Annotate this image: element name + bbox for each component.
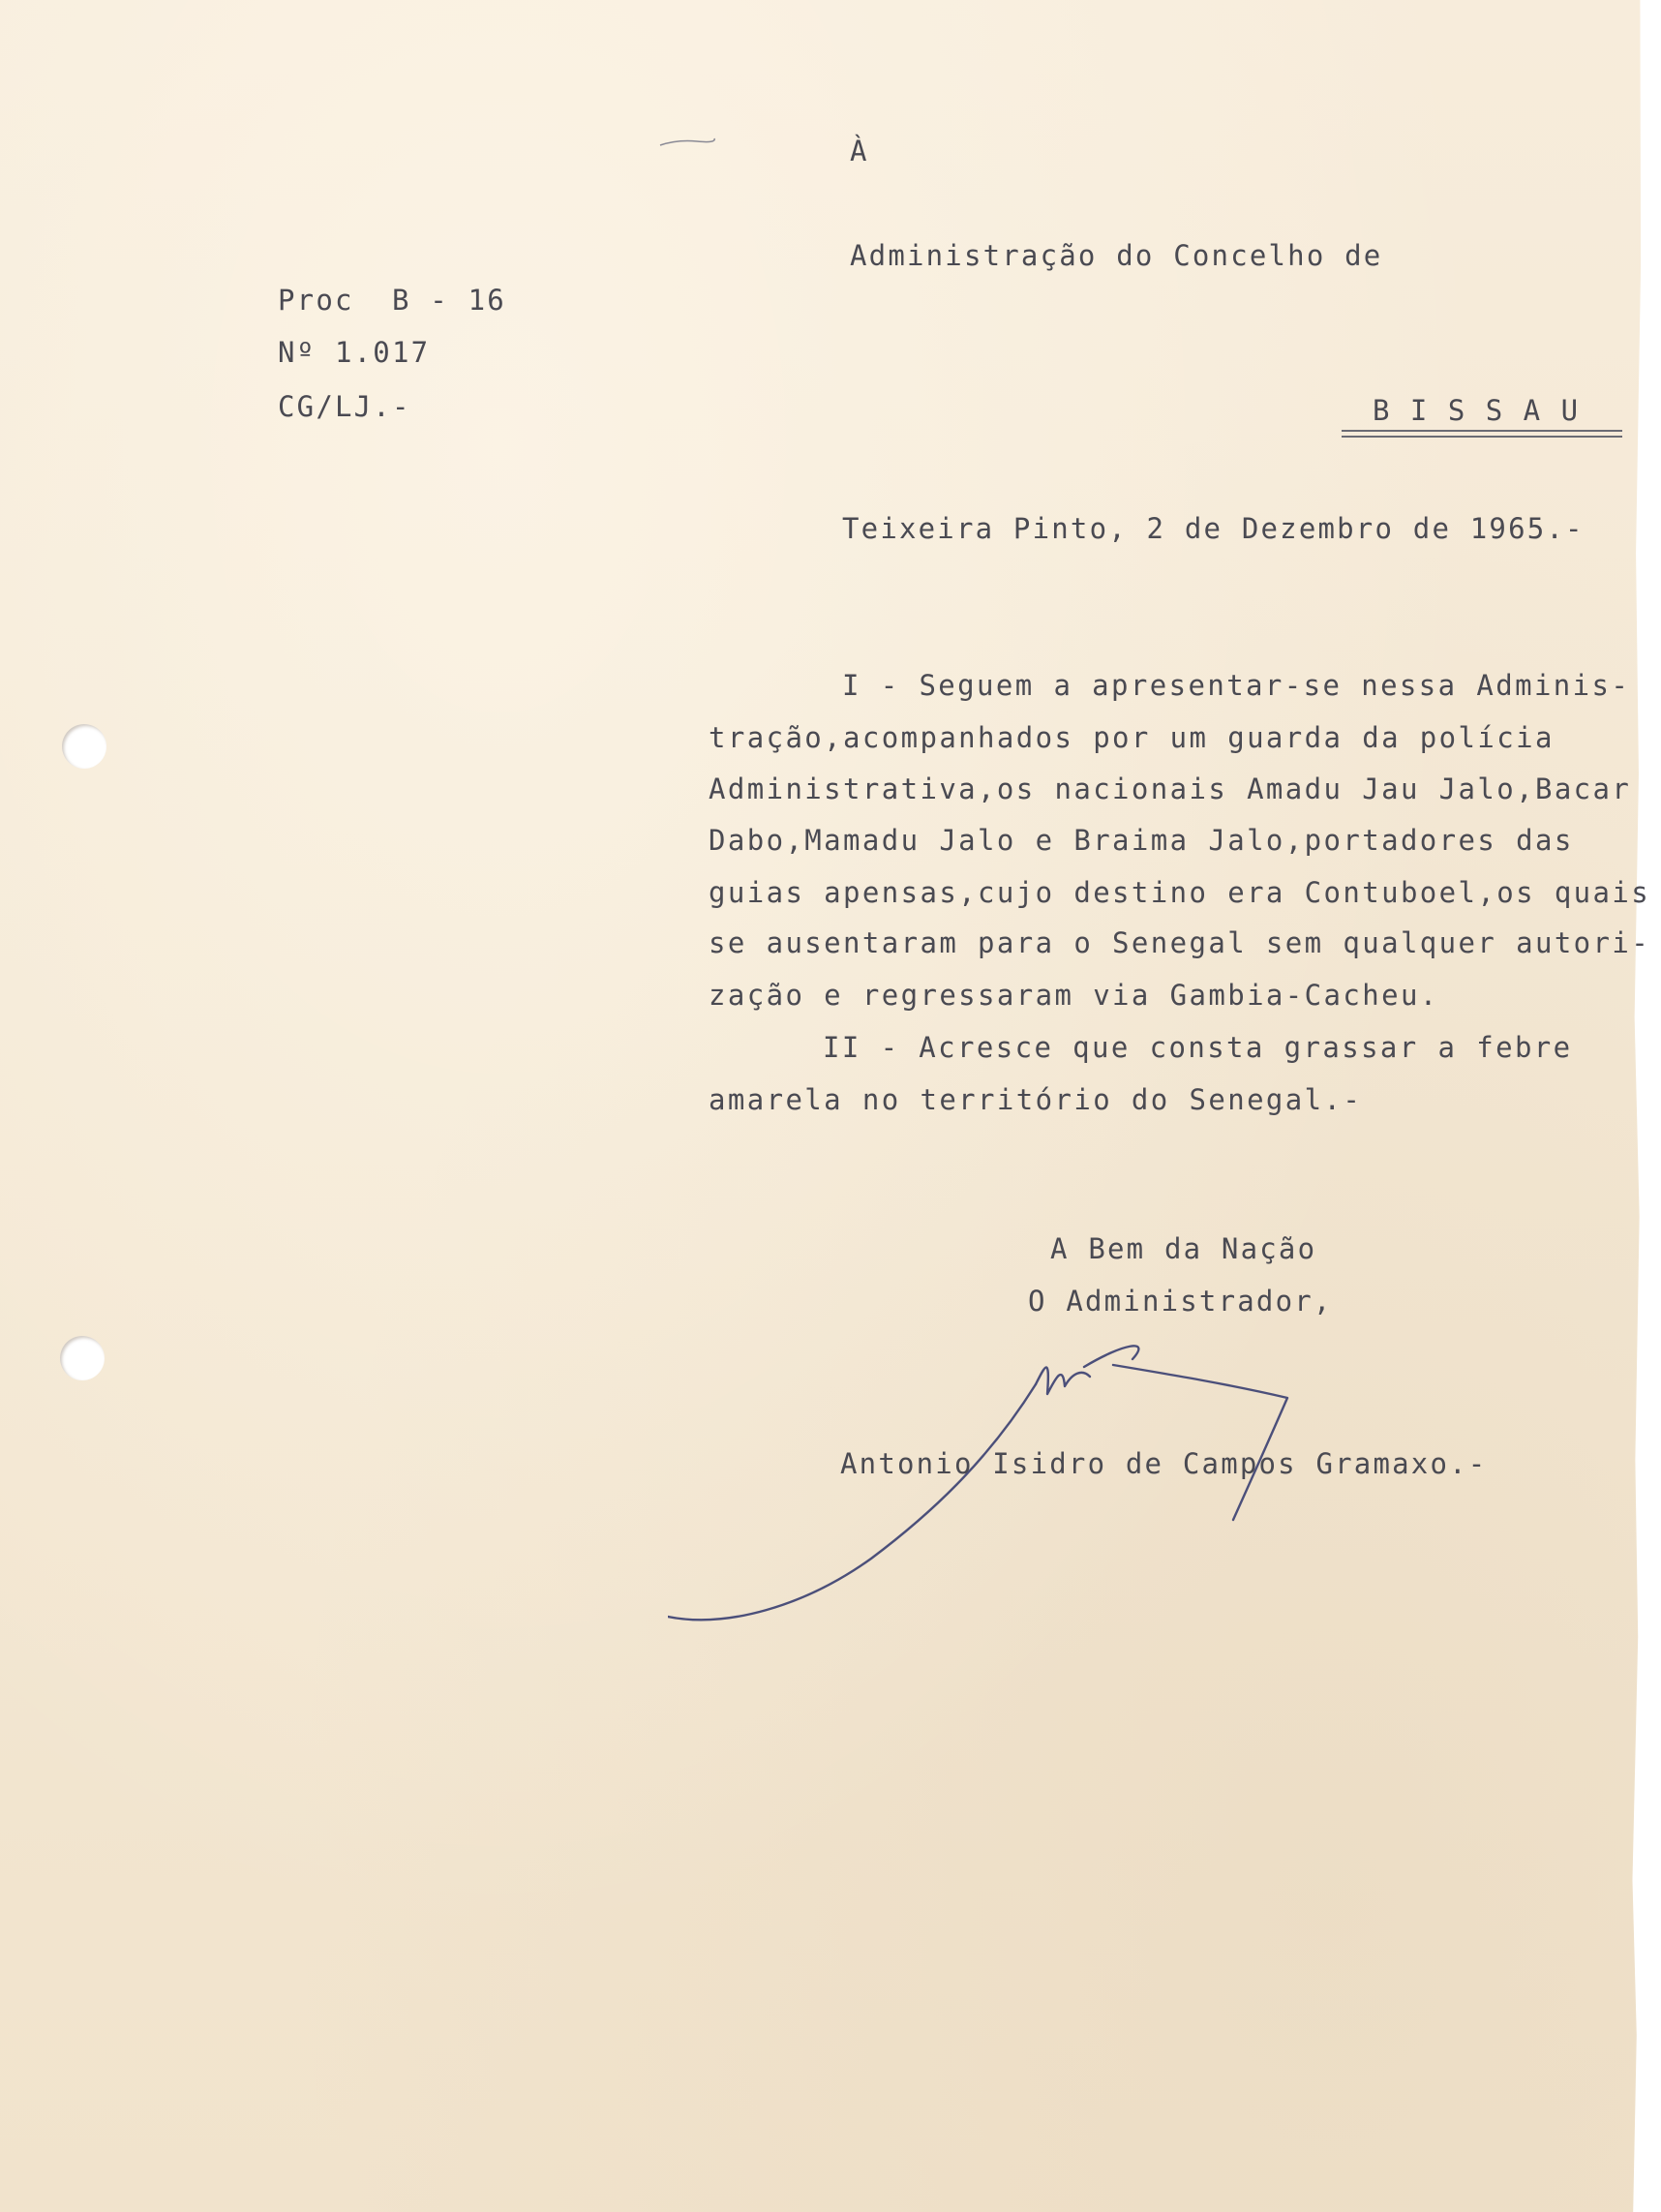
place-date: Teixeira Pinto, 2 de Dezembro de 1965.-	[842, 512, 1585, 545]
destination-underline-2	[1342, 436, 1622, 438]
destination-underline-1	[1342, 430, 1622, 432]
paragraph-line-8: II - Acresce que consta grassar a febre	[823, 1031, 1573, 1064]
paragraph-line-1: I - Seguem a apresentar-se nessa Adminis-	[842, 669, 1631, 702]
paragraph-line-3: Administrativa,os nacionais Amadu Jau Jalo,Bacar	[709, 773, 1632, 805]
paragraph-line-6: se ausentaram para o Senegal sem qualquer autori-	[709, 926, 1651, 959]
paragraph-line-5: guias apensas,cujo destino era Contuboel,os quais	[709, 876, 1651, 909]
signatory-title: O Administrador,	[1028, 1285, 1333, 1318]
ink-smudge	[658, 136, 716, 149]
signatory-name: Antonio Isidro de Campos Gramaxo.-	[840, 1447, 1488, 1480]
addressee-prefix: À	[850, 135, 869, 167]
paragraph-line-7: zação e regressaram via Gambia-Cacheu.	[709, 979, 1439, 1012]
paper-edge	[1626, 0, 1661, 2212]
closing-salutation: A Bem da Nação	[1050, 1232, 1317, 1265]
reference-proc: Proc B - 16	[278, 284, 506, 317]
paragraph-line-2: tração,acompanhados por um guarda da polícia	[709, 721, 1555, 754]
paragraph-line-9: amarela no território do Senegal.-	[709, 1083, 1363, 1116]
punch-hole-bottom	[60, 1336, 105, 1380]
addressee: Administração do Concelho de	[850, 239, 1383, 272]
reference-initials: CG/LJ.-	[278, 390, 411, 423]
paragraph-line-4: Dabo,Mamadu Jalo e Braima Jalo,portadores das	[709, 824, 1574, 857]
handwritten-signature	[668, 1326, 1326, 1636]
punch-hole-top	[62, 724, 106, 769]
reference-number: Nº 1.017	[278, 336, 431, 369]
destination-city: B I S S A U	[1373, 394, 1581, 427]
